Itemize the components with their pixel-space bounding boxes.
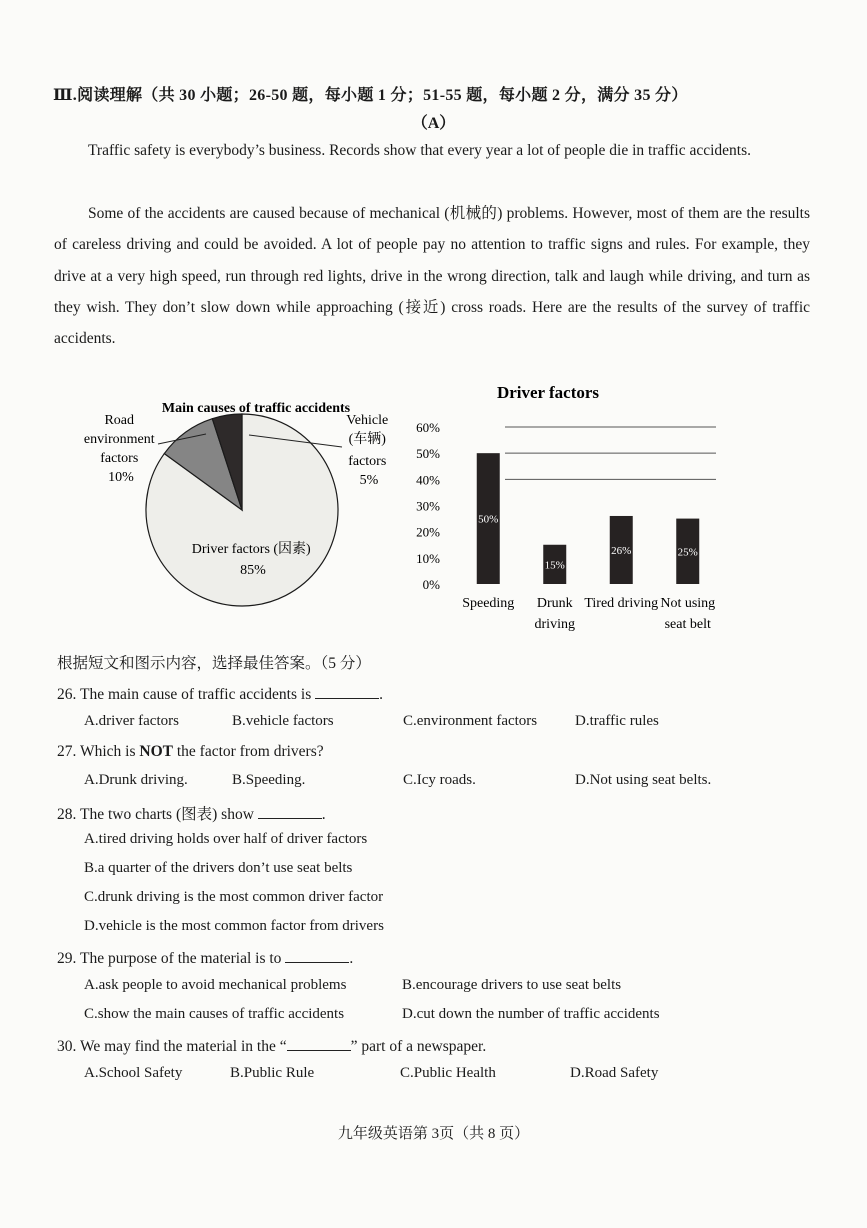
question-28-option-a[interactable]: A.tired driving holds over half of driver factors — [84, 831, 368, 847]
question-29-stem: 29. The purpose of the material is to . — [57, 950, 354, 967]
bar-ytick-label: 50% — [416, 446, 440, 462]
question-30-option-d[interactable]: D.Road Safety — [570, 1065, 659, 1081]
bar-ytick-label: 60% — [416, 420, 440, 435]
question-30-stem: 30. We may find the material in the “ ” part of a newspaper. — [57, 1038, 487, 1055]
bar-category-label: Tired driving — [584, 596, 659, 611]
question-27-option-d[interactable]: D.Not using seat belts. — [575, 772, 712, 788]
paragraph-2: Some of the accidents are caused because of mechanical (机械的) problems. However, most of them are the results of careless driving and could be avoided. A lot of people pay no attention to traffic signs and rules. For example, they drive at a very high speed, run through red lights, drive in the wrong direction, talk and laugh while driving, and turn as they wish. They don’t slow down while approaching (接近) cross roads. Here are the results of the survey of traffic accidents. — [54, 205, 810, 348]
question-27-option-a[interactable]: A.Drunk driving. — [84, 772, 188, 788]
bar-ytick-label: 0% — [422, 577, 440, 592]
paragraph-1: Traffic safety is everybody’s business. Records show that every year a lot of people die in traffic accidents. — [88, 142, 752, 159]
question-26-option-c[interactable]: C.environment factors — [403, 713, 538, 729]
pie-label-driver: Driver factors (因素) 85% — [191, 542, 311, 578]
bar-value-label: 15% — [544, 559, 565, 572]
answer-blank[interactable] — [285, 948, 349, 963]
bar-chart-title: Driver factors — [496, 383, 600, 402]
answer-blank[interactable] — [315, 684, 379, 699]
question-30-option-b[interactable]: B.Public Rule — [230, 1065, 315, 1081]
question-29-option-d[interactable]: D.cut down the number of traffic accidents — [402, 1006, 660, 1022]
bar-category-label: Not using seat belt — [660, 596, 716, 632]
question-27-option-c[interactable]: C.Icy roads. — [403, 772, 476, 788]
bar-ytick-label: 40% — [416, 472, 440, 488]
question-29-option-c[interactable]: C.show the main causes of traffic accidents — [84, 1006, 345, 1022]
question-30-option-a[interactable]: A.School Safety — [84, 1065, 183, 1081]
question-27-option-b[interactable]: B.Speeding. — [232, 772, 306, 788]
question-26-option-a[interactable]: A.driver factors — [84, 713, 179, 729]
bar-ytick-label: 10% — [416, 550, 440, 566]
answer-blank[interactable] — [287, 1036, 351, 1051]
passage-label: （A） — [411, 115, 456, 132]
question-28-stem: 28. The two charts (图表) show . — [57, 806, 326, 823]
bar-value-label: 26% — [611, 544, 632, 557]
question-27-stem: 27. Which is NOT the factor from drivers? — [57, 743, 324, 760]
pie-label-road: Road environment factors 10% — [83, 413, 155, 485]
question-26-option-b[interactable]: B.vehicle factors — [232, 713, 334, 729]
question-30-option-c[interactable]: C.Public Health — [400, 1065, 496, 1081]
section-heading: Ⅲ.阅读理解（共 30 小题；26-50 题，每小题 1 分；51-55 题，每小题 2 分，满分 35 分） — [53, 87, 688, 104]
bar-chart — [410, 375, 730, 640]
bar-ytick-label: 30% — [416, 498, 440, 514]
answer-blank[interactable] — [258, 804, 322, 819]
question-26-stem: 26. The main cause of traffic accidents is . — [57, 686, 383, 703]
bar-value-label: 25% — [677, 546, 698, 559]
bar-ytick-label: 20% — [416, 524, 440, 540]
question-28-option-b[interactable]: B.a quarter of the drivers don’t use seat belts — [84, 860, 353, 876]
question-26-option-d[interactable]: D.traffic rules — [575, 713, 659, 729]
page-footer: 九年级英语第 3页（共 8 页） — [337, 1126, 530, 1142]
question-29-option-b[interactable]: B.encourage drivers to use seat belts — [402, 977, 622, 993]
bar-category-label: Drunk driving — [534, 596, 575, 632]
bar-value-label: 50% — [478, 513, 499, 526]
instructions: 根据短文和图示内容，选择最佳答案。（5 分） — [57, 655, 371, 672]
bar-category-label: Speeding — [462, 596, 515, 611]
pie-label-vehicle: Vehicle (车辆) factors 5% — [346, 413, 389, 488]
question-28-option-d[interactable]: D.vehicle is the most common factor from drivers — [84, 918, 384, 934]
question-29-option-a[interactable]: A.ask people to avoid mechanical problems — [84, 977, 347, 993]
pie-title: Main causes of traffic accidents — [161, 401, 351, 416]
pie-chart — [70, 392, 410, 642]
question-28-option-c[interactable]: C.drunk driving is the most common driver factor — [84, 889, 384, 905]
